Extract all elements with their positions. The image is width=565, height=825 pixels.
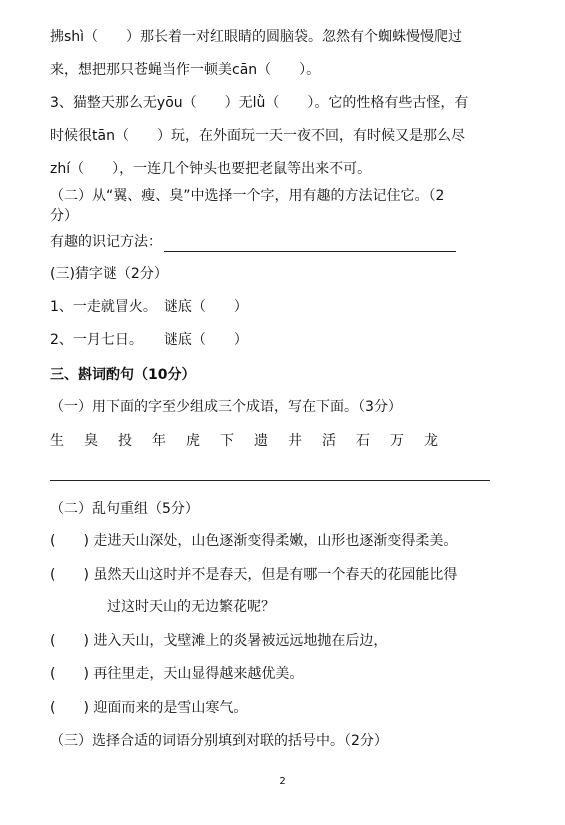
text-line-3: 3、猫整天那么无yōu（ ）无lǜ（ ）。它的性格有些古怪，有 bbox=[50, 95, 469, 111]
reorder-item-5: ( ) 迎面而来的是雪山寒气。 bbox=[50, 700, 248, 716]
subsection-idioms: （一）用下面的字至少组成三个成语，写在下面。（3分） bbox=[50, 399, 402, 415]
idiom-char: 井 bbox=[288, 433, 302, 449]
memory-method-row bbox=[50, 232, 456, 252]
text-line-2: 来，想把那只苍蝇当作一顿美cān（ ）。 bbox=[50, 62, 321, 78]
reorder-item-2: ( ) 虽然天山这时并不是春天，但是有哪一个春天的花园能比得 bbox=[50, 567, 458, 583]
idiom-char: 遗 bbox=[254, 433, 268, 449]
idiom-char: 石 bbox=[356, 433, 370, 449]
reorder-item-3: ( ) 进入天山，戈壁滩上的炎暑被远远地抛在后边， bbox=[50, 633, 388, 649]
memory-answer-line[interactable] bbox=[164, 237, 456, 252]
idiom-char: 活 bbox=[322, 433, 336, 449]
section-3-heading: 三、斟词酌句（10分） bbox=[50, 367, 196, 383]
idiom-char: 虎 bbox=[186, 433, 200, 449]
idiom-char: 龙 bbox=[424, 433, 438, 449]
question-memory-prompt: （二）从“翼、瘦、臭”中选择一个字，用有趣的方法记住它。（2 bbox=[50, 188, 445, 204]
reorder-item-2-continued: 过这时天山的无边繁花呢？ bbox=[107, 599, 275, 615]
memory-method-label: 有趣的识记方法： bbox=[50, 234, 162, 250]
idiom-char: 投 bbox=[118, 433, 132, 449]
idiom-char: 生 bbox=[50, 433, 64, 449]
idiom-char: 年 bbox=[152, 433, 166, 449]
subsection-couplet: （三）选择合适的词语分别填到对联的括号中。（2分） bbox=[50, 733, 388, 749]
idiom-answer-line[interactable] bbox=[50, 480, 490, 481]
reorder-item-1: ( ) 走进天山深处，山色逐渐变得柔嫩，山形也逐渐变得柔美。 bbox=[50, 533, 458, 549]
reorder-item-4: ( ) 再往里走，天山显得越来越优美。 bbox=[50, 666, 304, 682]
text-line-5: zhí（ ），一连几个钟头也要把老鼠等出来不可。 bbox=[50, 161, 372, 177]
idiom-char: 臭 bbox=[84, 433, 98, 449]
subsection-reorder: （二）乱句重组（5分） bbox=[50, 501, 199, 517]
text-line-4: 时候很tān（ ）玩，在外面玩一天一夜不回，有时候又是那么尽 bbox=[50, 128, 465, 144]
text-line-1: 拂shì（ ）那长着一对红眼睛的圆脑袋。忽然有个蜘蛛慢慢爬过 bbox=[50, 29, 463, 45]
idiom-char: 万 bbox=[390, 433, 404, 449]
idiom-characters bbox=[50, 431, 458, 451]
question-memory-score: 分） bbox=[50, 208, 78, 224]
page-number: 2 bbox=[279, 776, 286, 787]
riddle-1: 1、一走就冒火。 谜底（ ） bbox=[50, 299, 248, 315]
riddle-2: 2、一月七日。 谜底（ ） bbox=[50, 332, 248, 348]
idiom-char: 下 bbox=[220, 433, 234, 449]
riddle-heading: (三)猜字谜（2分） bbox=[50, 266, 168, 282]
